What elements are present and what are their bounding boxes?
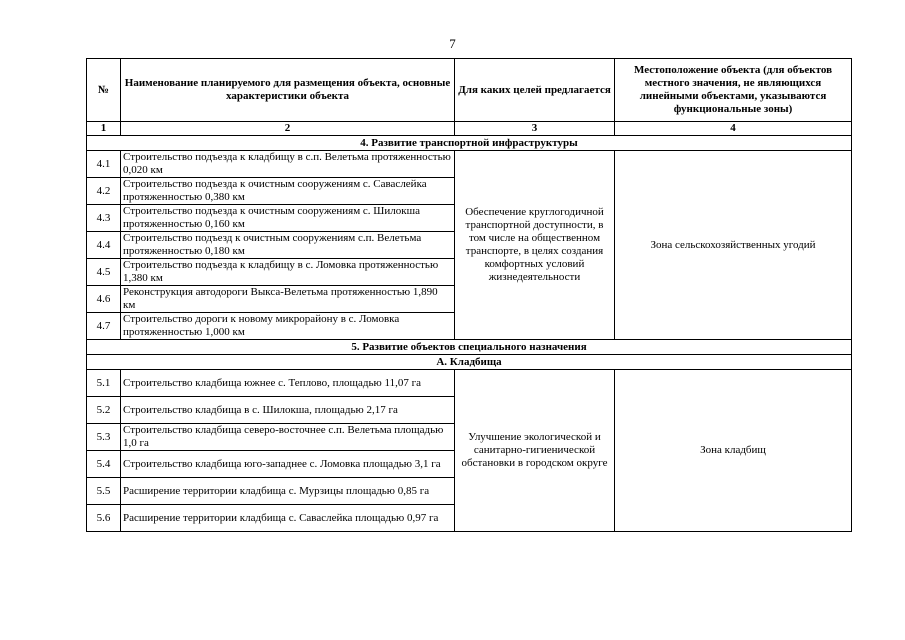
row-number: 4.6 (87, 286, 121, 313)
header-location: Местоположение объекта (для объектов местного значения, не являющихся линейными объектами, указываются функциональные зоны) (615, 59, 852, 122)
row-object-name: Строительство подъезда к кладбищу в с.п. Велетьма протяженностью 0,020 км (121, 151, 455, 178)
section-5-title-row (87, 340, 852, 355)
table-row (87, 370, 852, 397)
column-number: 3 (455, 122, 615, 136)
page-number: 7 (449, 36, 456, 51)
row-number: 5.2 (87, 397, 121, 424)
row-number: 4.2 (87, 178, 121, 205)
header-number: № (87, 59, 121, 122)
row-object-name: Строительство кладбища в с. Шилокша, площадью 2,17 га (121, 397, 455, 424)
header-purpose: Для каких целей предлагается (455, 59, 615, 122)
header-row (87, 59, 852, 122)
row-object-name: Строительство подъезда к очистным сооружениям с. Саваслейка протяженностью 0,380 км (121, 178, 455, 205)
section-5-purpose: Улучшение экологической и санитарно-гигиенической обстановки в городском округе (455, 370, 615, 532)
planning-table (86, 58, 852, 532)
row-number: 4.7 (87, 313, 121, 340)
row-object-name: Расширение территории кладбища с. Мурзицы площадью 0,85 га (121, 478, 455, 505)
row-number: 5.5 (87, 478, 121, 505)
row-object-name: Строительство дороги к новому микрорайону в с. Ломовка протяженностью 1,000 км (121, 313, 455, 340)
row-object-name: Строительство подъезда к очистным сооружениям с. Шилокша протяженностью 0,160 км (121, 205, 455, 232)
row-object-name: Строительство подъезд к очистным сооружениям с.п. Велетьма протяженностью 0,180 км (121, 232, 455, 259)
column-number: 2 (121, 122, 455, 136)
row-object-name: Реконструкция автодороги Выкса-Велетьма протяженностью 1,890 км (121, 286, 455, 313)
header-object-name: Наименование планируемого для размещения объекта, основные характеристики объекта (121, 59, 455, 122)
row-object-name: Строительство кладбища южнее с. Теплово, площадью 11,07 га (121, 370, 455, 397)
row-number: 4.5 (87, 259, 121, 286)
row-number: 4.4 (87, 232, 121, 259)
section-title: 5. Развитие объектов специального назначения (87, 340, 852, 355)
subsection-title-row (87, 355, 852, 370)
section-4-location: Зона сельскохозяйственных угодий (615, 151, 852, 340)
row-number: 5.3 (87, 424, 121, 451)
subsection-title: А. Кладбища (87, 355, 852, 370)
row-number: 5.6 (87, 505, 121, 532)
section-5-location: Зона кладбищ (615, 370, 852, 532)
section-title: 4. Развитие транспортной инфраструктуры (87, 136, 852, 151)
row-number: 4.1 (87, 151, 121, 178)
section-4-title-row (87, 136, 852, 151)
column-number: 1 (87, 122, 121, 136)
table-row (87, 151, 852, 178)
row-object-name: Строительство кладбища юго-западнее с. Ломовка площадью 3,1 га (121, 451, 455, 478)
row-object-name: Строительство подъезда к кладбищу в с. Ломовка протяженностью 1,380 км (121, 259, 455, 286)
column-number: 4 (615, 122, 852, 136)
row-number: 4.3 (87, 205, 121, 232)
section-4-purpose: Обеспечение круглогодичной транспортной доступности, в том числе на общественном транспорте, в целях создания комфортных условий жизнедеятельности (455, 151, 615, 340)
row-object-name: Расширение территории кладбища с. Саваслейка площадью 0,97 га (121, 505, 455, 532)
column-numbers-row (87, 122, 852, 136)
row-number: 5.1 (87, 370, 121, 397)
row-number: 5.4 (87, 451, 121, 478)
row-object-name: Строительство кладбища северо-восточнее с.п. Велетьма площадью 1,0 га (121, 424, 455, 451)
